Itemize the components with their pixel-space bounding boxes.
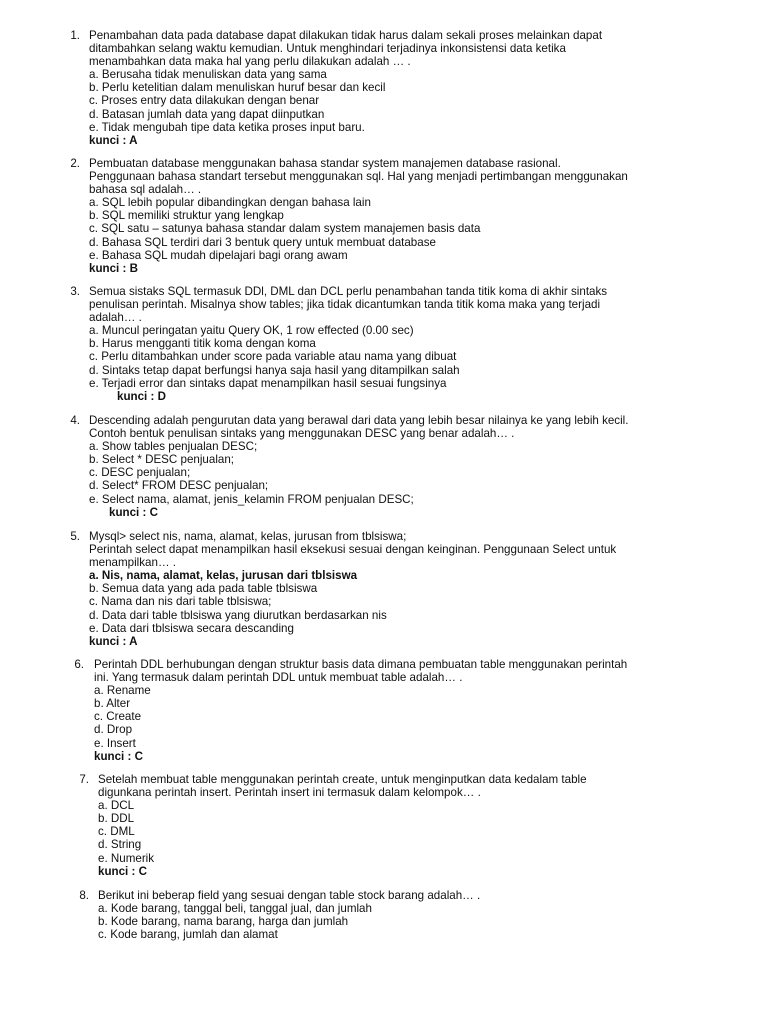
question-stem-line: menampilkan… . (89, 556, 176, 570)
option-a: a. Muncul peringatan yaitu Query OK, 1 row effected (0.00 sec) (89, 324, 414, 338)
option-b: b. Perlu ketelitian dalam menuliskan huruf besar dan kecil (89, 81, 386, 95)
option-a: a. Show tables penjualan DESC; (89, 440, 258, 454)
question-body (89, 157, 739, 275)
option-e: e. Insert (94, 736, 136, 750)
option-d: d. Drop (94, 723, 133, 737)
option-a: a. SQL lebih popular dibandingkan dengan bahasa lain (89, 196, 371, 210)
option-a: a. Nis, nama, alamat, kelas, jurusan dari tblsiswa (89, 569, 358, 583)
option-a: a. Berusaha tidak menuliskan data yang sama (89, 68, 327, 82)
answer-key: kunci : A (89, 634, 138, 648)
option-c: c. Kode barang, jumlah dan alamat (98, 928, 278, 942)
question-stem-line: bahasa sql adalah… . (89, 183, 202, 197)
option-d: d. Sintaks tetap dapat berfungsi hanya saja hasil yang ditampilkan salah (89, 363, 460, 377)
question-number: 6. (74, 658, 84, 671)
question-number: 7. (79, 773, 89, 786)
option-e: e. Tidak mengubah tipe data ketika proses input baru. (89, 120, 365, 134)
answer-key: kunci : C (94, 749, 143, 763)
question-stem-line: Perintah DDL berhubungan dengan struktur basis data dimana pembuatan table menggunakan perintah (94, 658, 628, 671)
option-a: a. Rename (94, 684, 151, 698)
answer-key: kunci : C (98, 864, 147, 878)
option-e: e. Terjadi error dan sintaks dapat menampilkan hasil sesuai fungsinya (89, 376, 447, 390)
option-b: b. Kode barang, nama barang, harga dan jumlah (98, 915, 349, 929)
question-stem-line: penulisan perintah. Misalnya show tables; jika tidak dicantumkan tanda titik koma maka yang terjadi (89, 298, 601, 312)
question-number: 5. (70, 530, 80, 543)
question-stem-line: Contoh bentuk penulisan sintaks yang menggunakan DESC yang benar adalah… . (89, 427, 515, 441)
option-c: c. DESC penjualan; (89, 466, 191, 480)
question-stem-line: menambahkan data maka hal yang perlu dilakukan adalah … . (89, 55, 411, 69)
question-body (94, 658, 744, 763)
option-e: e. Numerik (98, 851, 155, 865)
answer-key: kunci : C (109, 505, 158, 519)
question-stem-line: Pembuatan database menggunakan bahasa standar system manajemen database rasional. (89, 157, 561, 170)
option-b: b. Alter (94, 697, 131, 711)
option-c: c. DML (98, 825, 135, 839)
question-body (98, 889, 748, 941)
question-stem-line: Perintah select dapat menampilkan hasil eksekusi sesuai dengan keinginan. Penggunaan Select untuk (89, 543, 617, 557)
question-stem-line: ditambahkan selang waktu kemudian. Untuk menghindari terjadinya inkonsistensi data ketika (89, 42, 566, 56)
option-b: b. DDL (98, 812, 135, 826)
option-c: c. Proses entry data dilakukan dengan benar (89, 94, 320, 108)
question-body (98, 773, 748, 878)
question-stem-line: Penambahan data pada database dapat dilakukan tidak harus dalam sekali proses melainkan dapat (89, 29, 603, 42)
question-stem-line: Semua sistaks SQL termasuk DDl, DML dan DCL perlu penambahan tanda titik koma di akhir sintaks (89, 285, 608, 298)
question-number: 3. (70, 285, 80, 298)
question-stem-line: ini. Yang termasuk dalam perintah DDL untuk membuat table adalah… . (94, 671, 463, 685)
option-c: c. Nama dan nis dari table tblsiswa; (89, 595, 272, 609)
option-e: e. Select nama, alamat, jenis_kelamin FROM penjualan DESC; (89, 492, 414, 506)
option-d: d. Bahasa SQL terdiri dari 3 bentuk query untuk membuat database (89, 235, 436, 249)
question-body (89, 530, 739, 648)
question-stem-line: digunkana perintah insert. Perintah insert ini termasuk dalam kelompok… . (98, 786, 481, 800)
question-body (89, 285, 739, 403)
question-stem-line: Descending adalah pengurutan data yang berawal dari data yang lebih besar nilainya ke yang lebih kecil. (89, 414, 629, 427)
question-body (89, 414, 739, 519)
question-number: 2. (70, 157, 80, 170)
option-c: c. SQL satu – satunya bahasa standar dalam system manajemen basis data (89, 222, 481, 236)
option-c: c. Perlu ditambahkan under score pada variable atau nama yang dibuat (89, 350, 457, 364)
question-stem-line: adalah… . (89, 311, 142, 325)
answer-key: kunci : A (89, 133, 138, 147)
option-b: b. Harus mengganti titik koma dengan koma (89, 337, 316, 351)
option-b: b. Select * DESC penjualan; (89, 453, 235, 467)
question-number: 1. (70, 29, 80, 42)
question-body (89, 29, 739, 147)
question-stem-line: Mysql> select nis, nama, alamat, kelas, jurusan from tblsiswa; (89, 530, 407, 543)
question-stem-line: Setelah membuat table menggunakan perintah create, untuk menginputkan data kedalam table (98, 773, 587, 786)
option-b: b. SQL memiliki struktur yang lengkap (89, 209, 284, 223)
question-stem-line: Penggunaan bahasa standart tersebut menggunakan sql. Hal yang menjadi pertimbangan menggunakan (89, 170, 628, 184)
option-c: c. Create (94, 710, 142, 724)
answer-key: kunci : B (89, 261, 138, 275)
question-number: 8. (79, 889, 89, 902)
option-d: d. Select* FROM DESC penjualan; (89, 479, 269, 493)
option-e: e. Bahasa SQL mudah dipelajari bagi orang awam (89, 248, 348, 262)
question-number: 4. (70, 414, 80, 427)
answer-key: kunci : D (117, 389, 166, 403)
option-b: b. Semua data yang ada pada table tblsiswa (89, 582, 318, 596)
option-d: d. Data dari table tblsiswa yang diurutkan berdasarkan nis (89, 608, 387, 622)
question-stem-line: Berikut ini beberap field yang sesuai dengan table stock barang adalah… . (98, 889, 481, 902)
option-e: e. Data dari tblsiswa secara descanding (89, 621, 294, 635)
option-a: a. Kode barang, tanggal beli, tanggal jual, dan jumlah (98, 902, 372, 916)
option-d: d. String (98, 838, 142, 852)
option-d: d. Batasan jumlah data yang dapat diinputkan (89, 107, 325, 121)
option-a: a. DCL (98, 799, 135, 813)
